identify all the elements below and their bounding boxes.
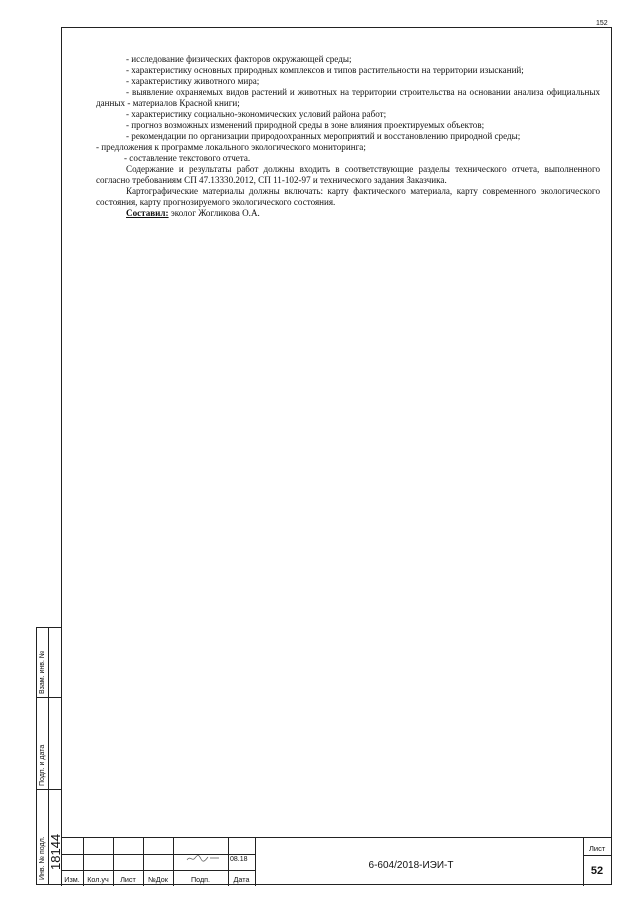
author-label: Составил: [126, 208, 169, 218]
sheet-number: 52 [590, 865, 604, 877]
podp-label: Подп. и дата [39, 744, 46, 786]
inv-cell [37, 790, 61, 885]
body-line: - исследование физических факторов окружающей среды; [126, 54, 352, 64]
inv-label: Инв. № подл. [39, 836, 46, 880]
podp-cell [37, 698, 61, 790]
body-line: - рекомендации по организации природоохранных мероприятий и восстановлению природной среды; [126, 131, 521, 141]
document-body [96, 54, 600, 219]
body-line: - прогноз возможных изменений природной среды в зоне влияния проектируемых объектов; [126, 120, 485, 130]
author-line [96, 208, 600, 219]
signature-icon [186, 853, 220, 863]
body-paragraph: Содержание и результаты работ должны входить в соответствующие разделы технического отчета, выполненного согласно требованиям СП 47.13330.2012, СП 11-102-97 и технического задания Заказчика. [96, 164, 600, 185]
body-paragraph: Картографические материалы должны включать: карту фактического материала, карту современного экологического состояния, карту прогнозируемого экологического состояния. [96, 186, 600, 207]
body-line: - выявление охраняемых видов растений и животных на территории строительства на основании анализа официальных данных - материалов Красной книги; [96, 87, 600, 108]
vzam-cell [37, 628, 61, 698]
body-line: - характеристику животного мира; [126, 76, 260, 86]
inv-number: 18144 [48, 833, 63, 870]
body-line: - предложения к программе локального экологического мониторинга; [96, 142, 366, 152]
header-list: Лист [120, 875, 136, 884]
header-ndok: №Док [148, 875, 168, 884]
header-date: Дата [233, 875, 250, 884]
author-text: эколог Жогликова О.А. [168, 208, 260, 218]
header-podp: Подп. [190, 875, 211, 884]
body-line: - характеристику социально-экономических условий района работ; [126, 109, 387, 119]
header-kolvo: Кол.уч [87, 875, 109, 884]
body-line: - характеристику основных природных комплексов и типов растительности на территории изысканий; [126, 65, 524, 75]
page-number: 152 [596, 20, 608, 27]
header-izm: Изм. [64, 875, 80, 884]
sheet-label: Лист [589, 844, 606, 853]
sign-date: 08.18 [230, 856, 248, 863]
body-line: - составление текстового отчета. [124, 153, 251, 163]
binding-stamp [36, 627, 61, 885]
document-code: 6-604/2018-ИЭИ-Т [368, 860, 454, 871]
vzam-label: Взам. инв. № [39, 650, 46, 694]
